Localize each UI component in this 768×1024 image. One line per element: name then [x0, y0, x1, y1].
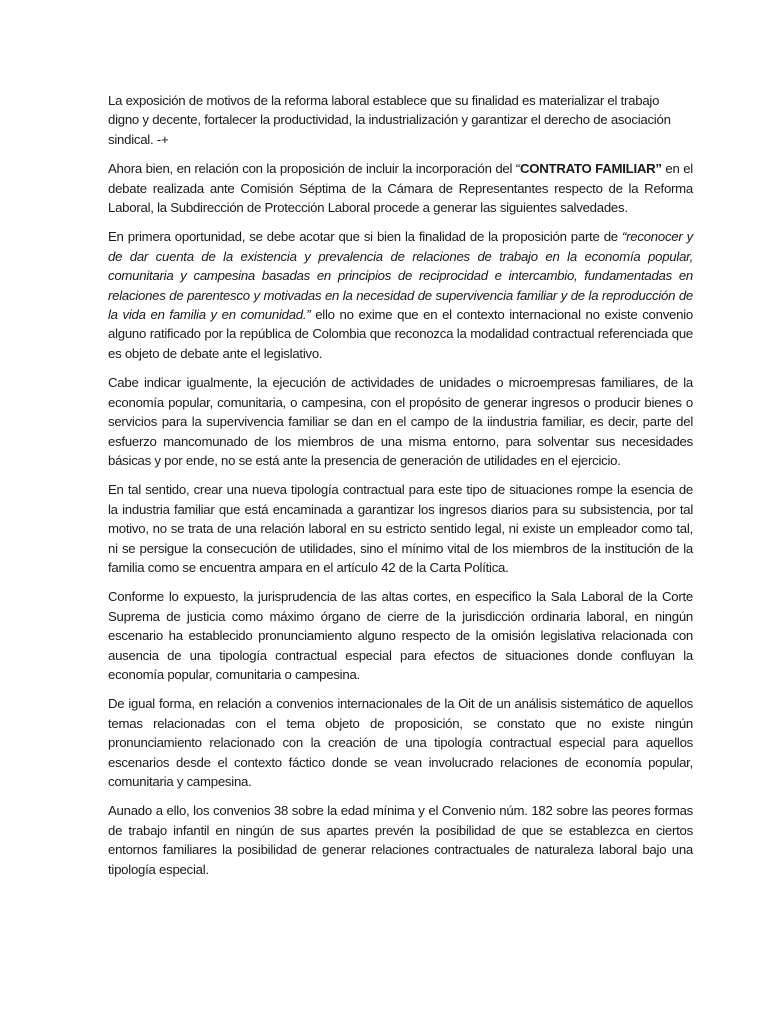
- paragraph-3-text-start: En primera oportunidad, se debe acotar que si bien la finalidad de la proposición parte de: [108, 229, 622, 245]
- paragraph-8: Aunado a ello, los convenios 38 sobre la edad mínima y el Convenio núm. 182 sobre las peores formas de trabajo infantil en ningún de sus apartes prevén la posibilidad de que se establezca en ciertos entornos familiares la posibilidad de generar relaciones contractuales de naturaleza laboral bajo una tipología especial.: [108, 803, 693, 877]
- paragraph-6: Conforme lo expuesto, la jurisprudencia de las altas cortes, en especifico la Sala Laboral de la Corte Suprema de justicia como máximo órgano de cierre de la jurisdicción ordinaria laboral, en ningún escenario ha establecido pronunciamiento alguno respecto de la omisión legislativa relacionada con ausencia de una tipología contractual especial para efectos de situaciones donde confluyan la economía popular, comunitaria o campesina.: [108, 589, 693, 682]
- paragraph-1: La exposición de motivos de la reforma laboral establece que su finalidad es materializar el trabajo digno y decente, fortalecer la productividad, la industrialización y garantizar el derecho de asociación sindical. -+: [108, 93, 671, 147]
- paragraph-5: En tal sentido, crear una nueva tipología contractual para este tipo de situaciones rompe la esencia de la industria familiar que está encaminada a garantizar los ingresos diarios para su subsistencia, por tal motivo, no se trata de una relación laboral en su estricto sentido legal, ni existe un empleador como tal, ni se persigue la consecución de utilidades, sino el mínimo vital de los miembros de la institución de la familia como se encuentra ampara en el artículo 42 de la Carta Política.: [108, 482, 693, 575]
- paragraph-2-text-end: en el debate realizada ante Comisión Séptima de la Cámara de Representantes respecto de la Reforma Laboral, la Subdirección de Protección Laboral procede a generar las siguientes salvedades.: [108, 161, 693, 216]
- paragraph-7: De igual forma, en relación a convenios internacionales de la Oit de un análisis sistemático de aquellos temas relacionadas con el tema objeto de proposición, se constato que no existe ningún pronunciamiento relacionado con la creación de una tipología contractual especial para aquellos escenarios desde el contexto fáctico donde se vean involucrado relaciones de economía popular, comunitaria y campesina.: [108, 696, 693, 789]
- paragraph-3-quote: “reconocer y de dar cuenta de la existencia y prevalencia de relaciones de trabajo en la economía popular, comunitaria y campesina basadas en principios de reciprocidad e intercambio, fundamentadas en relaciones de parentesco y motivadas en la necesidad de supervivencia familiar y de la reproducción de la vida en familia y en comunidad.”: [108, 229, 693, 323]
- paragraph-2-text-start: Ahora bien, en relación con la proposición de incluir la incorporación del “: [108, 161, 520, 177]
- contrato-familiar-emphasis: CONTRATO FAMILIAR”: [519, 161, 662, 177]
- paragraph-3-text-end: ello no exime que en el contexto internacional no existe convenio alguno ratificado por la república de Colombia que reconozca la modalidad contractual referenciada que es objeto de debate ante el legislativo.: [108, 307, 693, 361]
- paragraph-2: [108, 159, 693, 217]
- document-body: [108, 91, 693, 879]
- paragraph-4: Cabe indicar igualmente, la ejecución de actividades de unidades o microempresas familiares, de la economía popular, comunitaria, o campesina, con el propósito de generar ingresos o producir bienes o servicios para la supervivencia familiar se dan en el campo de la iindustria familiar, es decir, parte del esfuerzo mancomunado de los miembros de una misma entorno, para solventar sus necesidades básicas y por ende, no se está ante la presencia de generación de utilidades en el ejercicio.: [108, 375, 693, 468]
- paragraph-3: [108, 227, 693, 363]
